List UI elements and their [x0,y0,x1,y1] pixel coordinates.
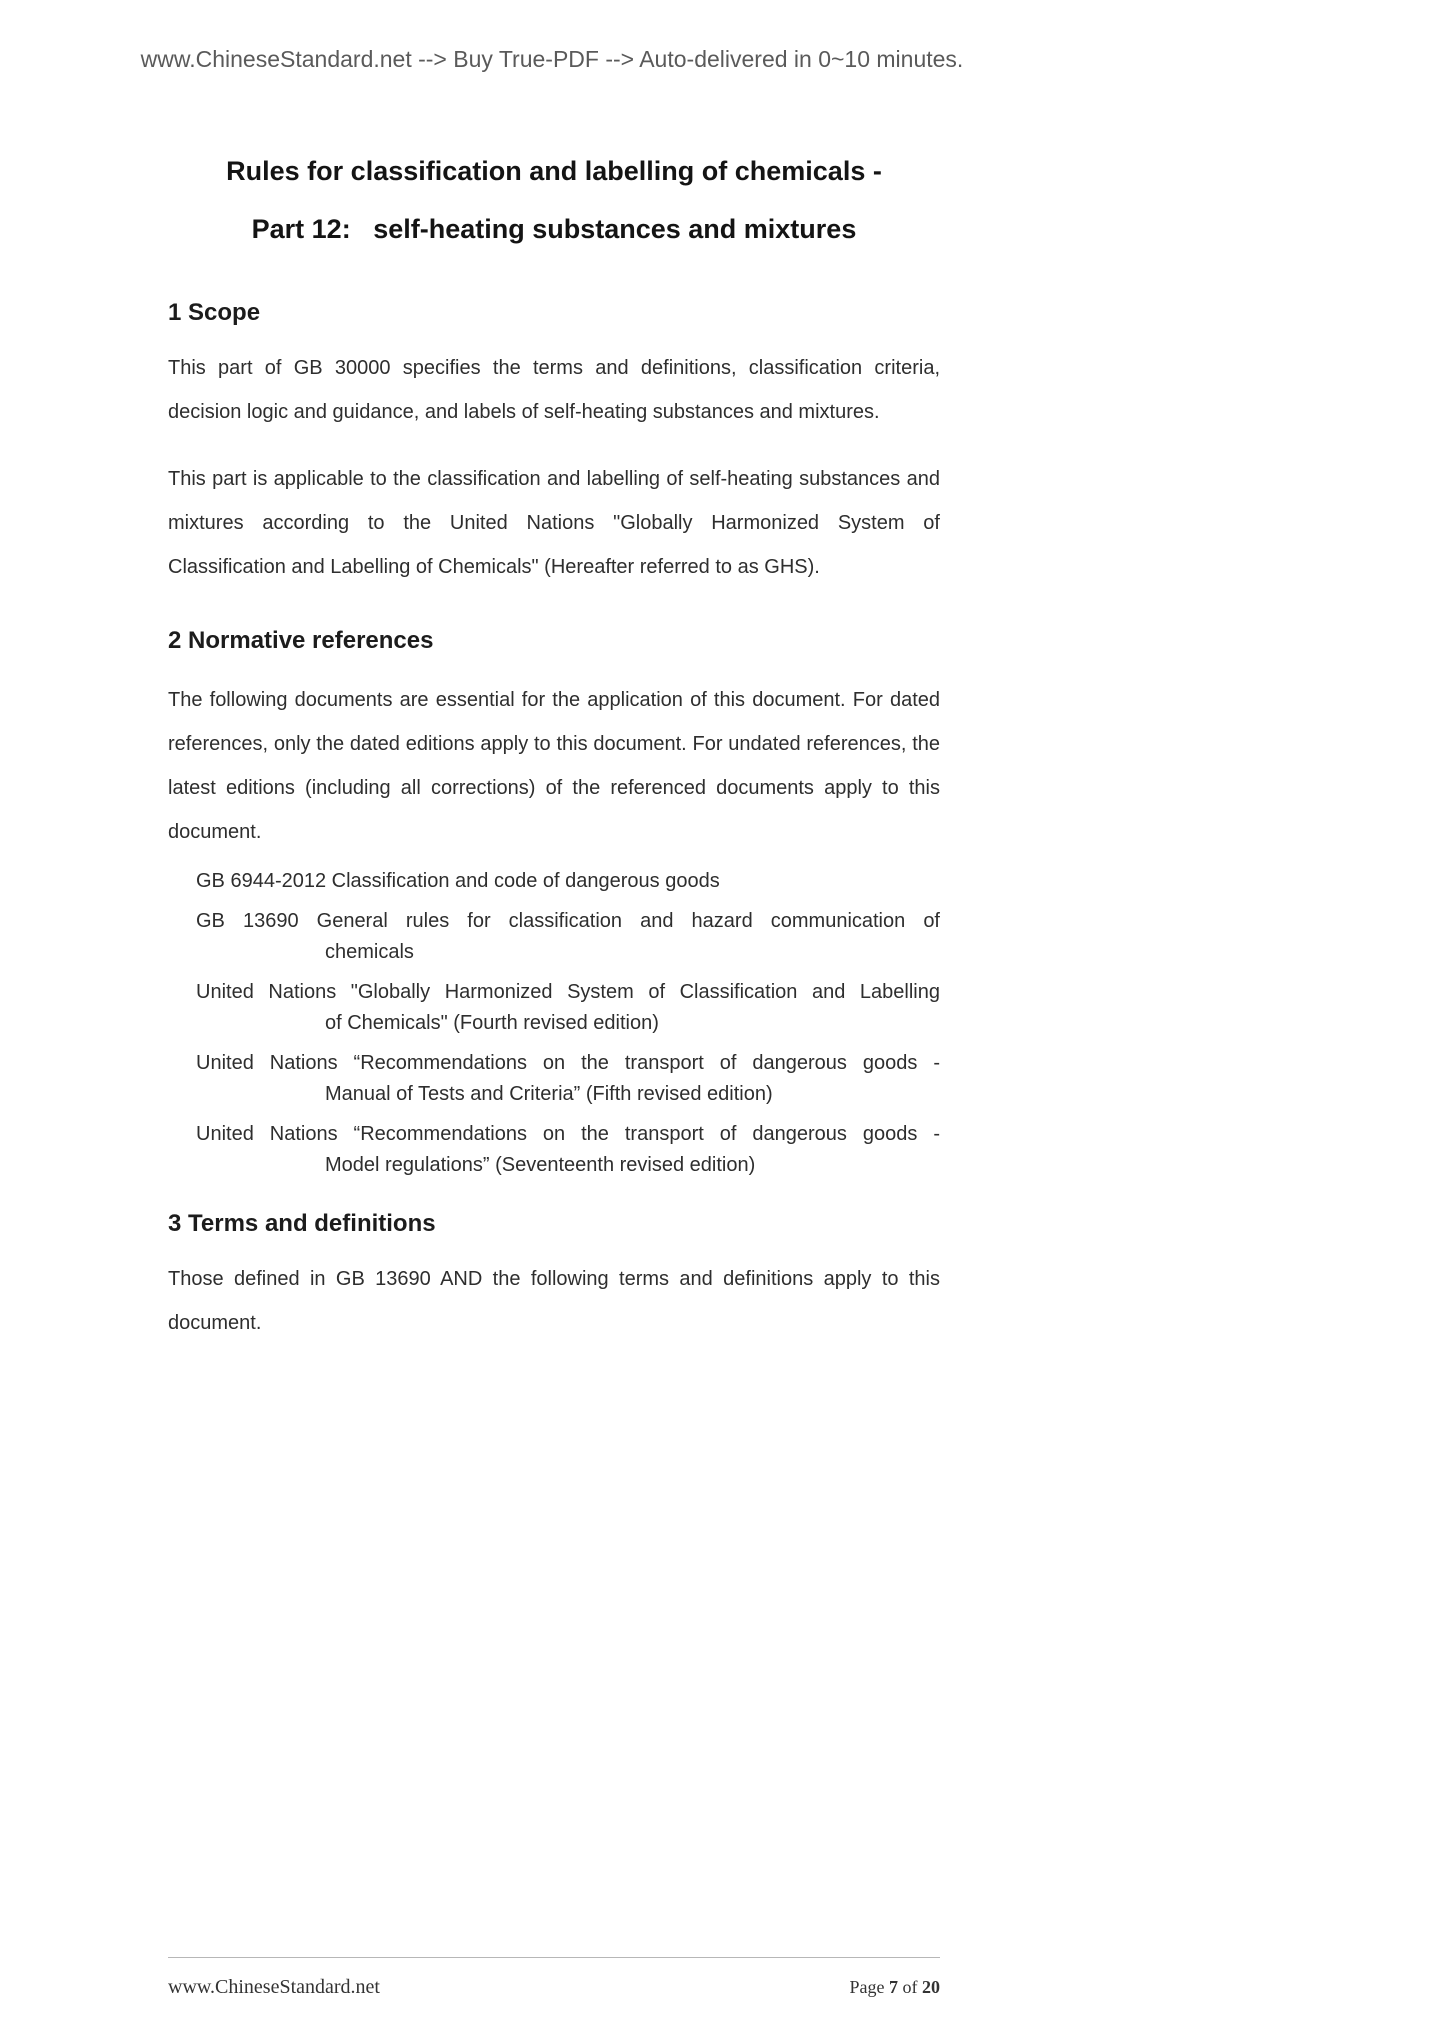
scope-paragraph-1: This part of GB 30000 specifies the terms and definitions, classification criteria, decision logic and guidance, and labels of self-heating substances and mixtures. [168,357,940,423]
footer-page-total: 20 [922,1977,940,1997]
section-heading-normative-references: 2 Normative references [168,627,434,654]
section-heading-scope: 1 Scope [168,299,261,326]
footer-site-text: www.ChineseStandard.net [168,1976,380,1998]
footer-page-label: Page [849,1977,885,1997]
footer-page-number [850,1977,941,1998]
reference-line: Model regulations” (Seventeenth revised edition) [325,1154,756,1176]
document-content [168,0,940,1345]
reference-line: United Nations "Globally Harmonized System of Classification and Labelling [196,981,940,1003]
header-note: www.ChineseStandard.net --> Buy True-PDF --> Auto-delivered in 0~10 minutes. [140,46,964,72]
reference-line: of Chemicals" (Fourth revised edition) [325,1012,659,1034]
reference-item [168,866,940,897]
reference-item [168,906,940,968]
reference-list [168,866,940,1181]
reference-line: GB 13690 General rules for classification and hazard communication of [196,910,940,932]
reference-item [168,1119,940,1181]
document-title-line2: Part 12: self-heating substances and mixtures [251,214,857,244]
reference-line: chemicals [325,941,414,963]
document-title-line1: Rules for classification and labelling of chemicals - [226,156,882,186]
reference-line: United Nations “Recommendations on the transport of dangerous goods - [196,1123,940,1145]
document-title [168,142,940,258]
reference-line: United Nations “Recommendations on the transport of dangerous goods - [196,1052,940,1074]
scope-paragraph-2: This part is applicable to the classification and labelling of self-heating substances and mixtures according to the United Nations "Globally Harmonized System of Classification and Labelling of Chemicals" (Hereafter referred to as GHS). [168,468,940,578]
footer [168,1976,940,1999]
reference-line: GB 6944-2012 Classification and code of dangerous goods [196,870,720,892]
reference-line: Manual of Tests and Criteria” (Fifth revised edition) [325,1083,773,1105]
footer-of-label: of [902,1977,918,1997]
reference-item [168,1048,940,1110]
section-heading-terms-definitions: 3 Terms and definitions [168,1210,436,1237]
terms-paragraph: Those defined in GB 13690 AND the following terms and definitions apply to this document. [168,1268,940,1334]
normative-intro-paragraph: The following documents are essential for the application of this document. For dated references, only the dated editions apply to this document. For undated references, the latest editions (including all corrections) of the referenced documents apply to this document. [168,689,940,843]
reference-item [168,977,940,1039]
footer-page-current: 7 [889,1977,898,1997]
footer-divider [168,1957,940,1958]
